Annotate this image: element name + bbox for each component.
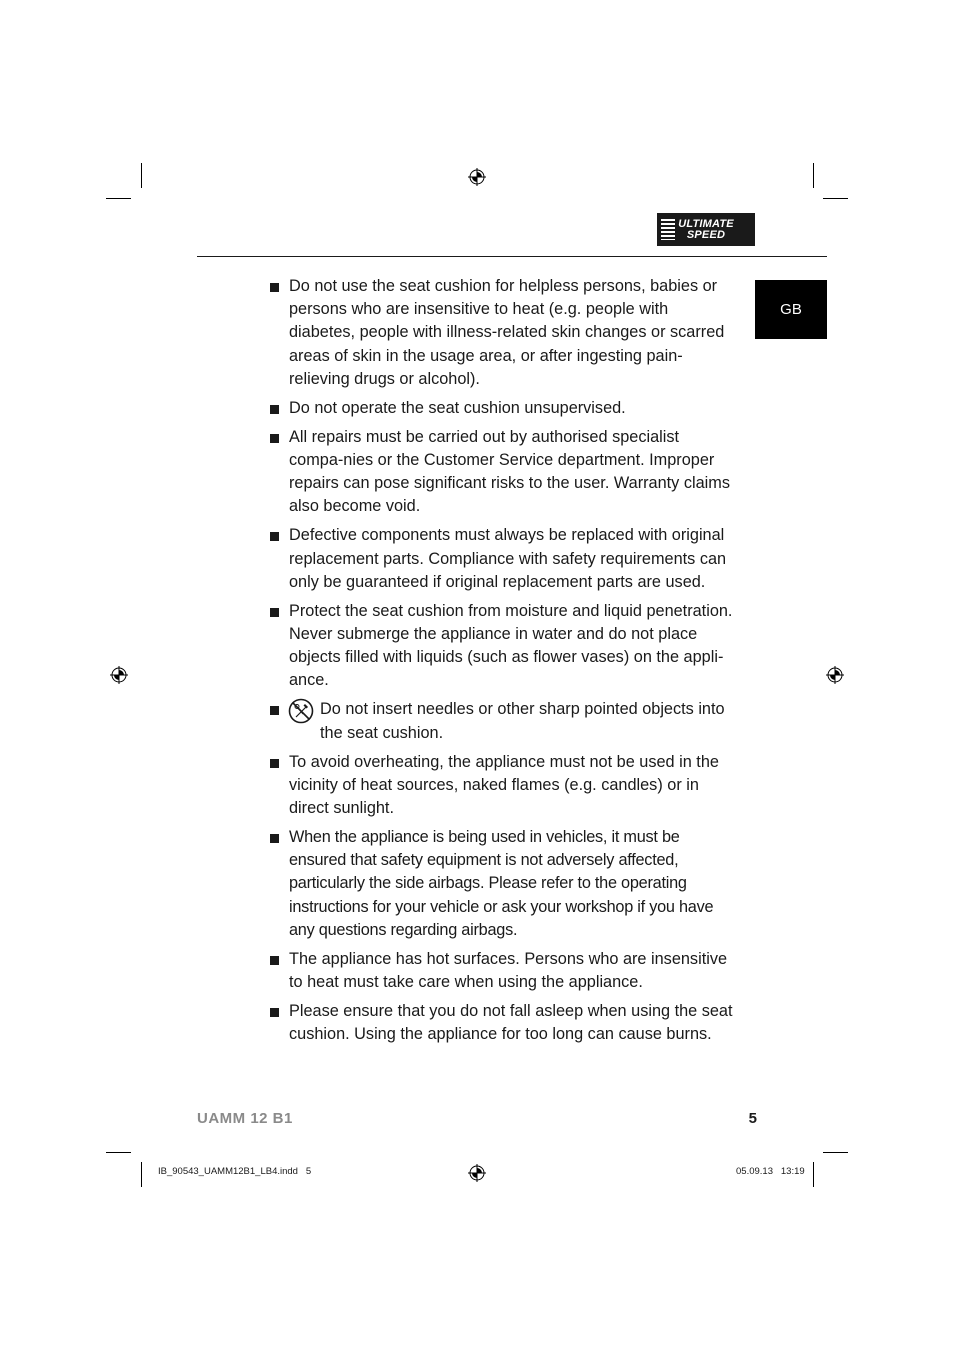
- square-bullet-icon: [270, 834, 279, 843]
- safety-instructions-list: [270, 275, 734, 1052]
- print-slug-date: 05.09.13 13:19: [736, 1166, 805, 1177]
- square-bullet-icon: [270, 283, 279, 292]
- page-number: 5: [748, 1110, 757, 1127]
- list-item-text: Please ensure that you do not fall asleep when using the seat cushion. Using the appliance for too long can cause burns.: [289, 1002, 733, 1044]
- square-bullet-icon: [270, 759, 279, 768]
- crop-mark: [141, 1162, 142, 1187]
- list-item: [270, 600, 734, 693]
- list-item-text: Do not insert needles or other sharp pointed objects into the seat cushion.: [320, 700, 725, 742]
- list-item-text: The appliance has hot surfaces. Persons who are insensitive to heat must take care when using the appliance.: [289, 949, 728, 992]
- logo-line2: SPEED: [686, 228, 726, 241]
- square-bullet-icon: [270, 1008, 279, 1017]
- square-bullet-icon: [270, 434, 279, 443]
- list-item-text: When the appliance is being used in vehicles, it must be ensured that safety equipment is not adversely affected, particularly the side airbags. Please refer to the operating instructions for your vehicle or ask your workshop if you have any questions regarding airbags.: [289, 828, 714, 939]
- list-item: [270, 524, 734, 594]
- list-item: [270, 426, 734, 519]
- list-item: [270, 275, 734, 391]
- square-bullet-icon: [270, 706, 279, 715]
- print-slug-file: IB_90543_UAMM12B1_LB4.indd 5: [158, 1166, 312, 1177]
- registration-mark-icon: [110, 666, 128, 684]
- list-item: [270, 397, 734, 420]
- registration-mark-icon: [826, 666, 844, 684]
- crop-mark: [141, 163, 142, 188]
- logo-text: [678, 219, 734, 241]
- header-rule: [197, 256, 827, 257]
- crop-mark: [813, 1162, 814, 1187]
- list-item-text: All repairs must be carried out by authorised specialist compa-nies or the Customer Service department. Improper repairs can pose significant risks to the user. Warranty claims also become void.: [289, 427, 730, 516]
- square-bullet-icon: [270, 405, 279, 414]
- list-item: [270, 948, 734, 994]
- list-item: [270, 826, 734, 942]
- square-bullet-icon: [270, 608, 279, 617]
- list-item: [270, 751, 734, 821]
- crop-mark: [823, 1152, 848, 1153]
- crop-mark: [106, 198, 131, 199]
- crop-mark: [106, 1152, 131, 1153]
- square-bullet-icon: [270, 532, 279, 541]
- language-tab: GB: [755, 280, 827, 339]
- crop-mark: [813, 163, 814, 188]
- registration-mark-icon: [468, 168, 486, 186]
- footer-model-number: UAMM 12 B1: [197, 1110, 293, 1127]
- square-bullet-icon: [270, 956, 279, 965]
- registration-mark-icon: [468, 1164, 486, 1182]
- list-item-text: Protect the seat cushion from moisture and liquid penetration. Never submerge the appliance in water and do not place objects filled with liquids (such as flower vases) on the appli-ance.: [289, 601, 733, 690]
- list-item-text: Do not use the seat cushion for helpless persons, babies or persons who are insensitive to heat (e.g. people with diabetes, people with illness-related skin changes or scarred areas of skin in the usage area, or after ingesting pain-relieving drugs or alcohol).: [289, 277, 725, 388]
- logo-stripes: [661, 219, 675, 240]
- list-item: [270, 1000, 734, 1046]
- list-item-text: Do not operate the seat cushion unsupervised.: [289, 398, 626, 417]
- list-item-text: To avoid overheating, the appliance must not be used in the vicinity of heat sources, naked flames (e.g. candles) or in direct sunlight.: [289, 752, 719, 818]
- list-item-text: Defective components must always be replaced with original replacement parts. Compliance with safety requirements can only be guaranteed if original replacement parts are used.: [289, 526, 727, 591]
- crop-mark: [823, 198, 848, 199]
- no-needles-icon: [288, 698, 314, 724]
- brand-logo: [657, 213, 755, 246]
- list-item: [270, 698, 734, 744]
- logo-line1: ULTIMATE: [678, 217, 734, 230]
